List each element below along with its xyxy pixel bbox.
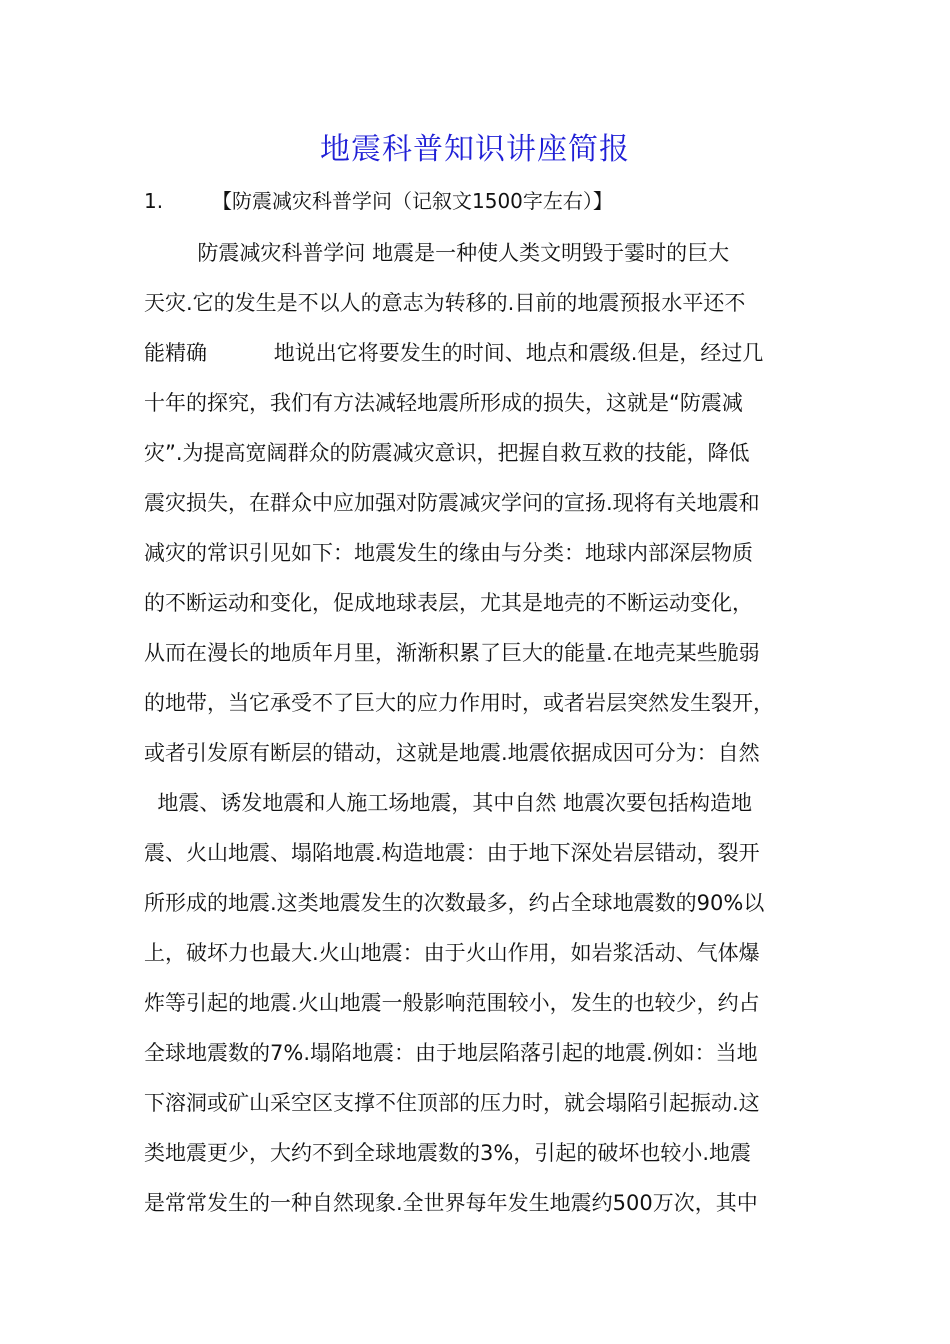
text-line: 天灾.它的发生是不以人的意志为转移的.目前的地震预报水平还不 xyxy=(144,291,746,315)
text-line: 灾”.为提高宽阔群众的防震减灾意识，把握自救互救的技能，降低 xyxy=(144,441,750,465)
body-text xyxy=(144,228,834,1228)
text-line: 震、火山地震、塌陷地震.构造地震：由于地下深处岩层错动，裂开 xyxy=(144,841,760,865)
text-line: 全球地震数的7%.塌陷地震：由于地层陷落引起的地震.例如：当地 xyxy=(144,1041,758,1065)
text-line: 类地震更少，大约不到全球地震数的3%，引起的破坏也较小.地震 xyxy=(144,1141,751,1165)
text-line: 从而在漫长的地质年月里，渐渐积累了巨大的能量.在地壳某些脆弱 xyxy=(144,641,760,665)
text-line: 炸等引起的地震.火山地震一般影响范围较小，发生的也较少，约占 xyxy=(144,991,760,1015)
section-heading-text: 【防震减灾科普学问（记叙文1500字左右）】 xyxy=(212,189,613,213)
text-line: 上，破坏力也最大.火山地震：由于火山作用，如岩浆活动、气体爆 xyxy=(144,941,760,965)
text-line: 的地带，当它承受不了巨大的应力作用时，或者岩层突然发生裂开， xyxy=(144,691,774,715)
text-line: 地震、诱发地震和人施工场地震，其中自然 地震次要包括构造地 xyxy=(144,791,753,815)
text-line: 减灾的常识引见如下：地震发生的缘由与分类：地球内部深层物质 xyxy=(144,541,753,565)
text-line: 震灾损失，在群众中应加强对防震减灾学问的宣扬.现将有关地震和 xyxy=(144,491,760,515)
text-line: 下溶洞或矿山采空区支撑不住顶部的压力时，就会塌陷引起振动.这 xyxy=(144,1091,760,1115)
section-number: 1. xyxy=(144,189,164,213)
document-title: 地震科普知识讲座简报 xyxy=(320,132,630,167)
text-line: 防震减灾科普学问 地震是一种使人类文明毁于霎时的巨大 xyxy=(144,241,730,265)
text-line: 十年的探究，我们有方法减轻地震所形成的损失，这就是“防震减 xyxy=(144,391,743,415)
text-line: 是常常发生的一种自然现象.全世界每年发生地震约500万次，其中 xyxy=(144,1191,758,1215)
section-heading xyxy=(144,186,824,216)
text-line: 或者引发原有断层的错动，这就是地震.地震依据成因可分为：自然 xyxy=(144,741,760,765)
text-line: 能精确 地说出它将要发生的时间、地点和震级.但是，经过几 xyxy=(144,341,764,365)
text-line: 所形成的地震.这类地震发生的次数最多，约占全球地震数的90%以 xyxy=(144,891,765,915)
text-line: 的不断运动和变化，促成地球表层，尤其是地壳的不断运动变化， xyxy=(144,591,753,615)
